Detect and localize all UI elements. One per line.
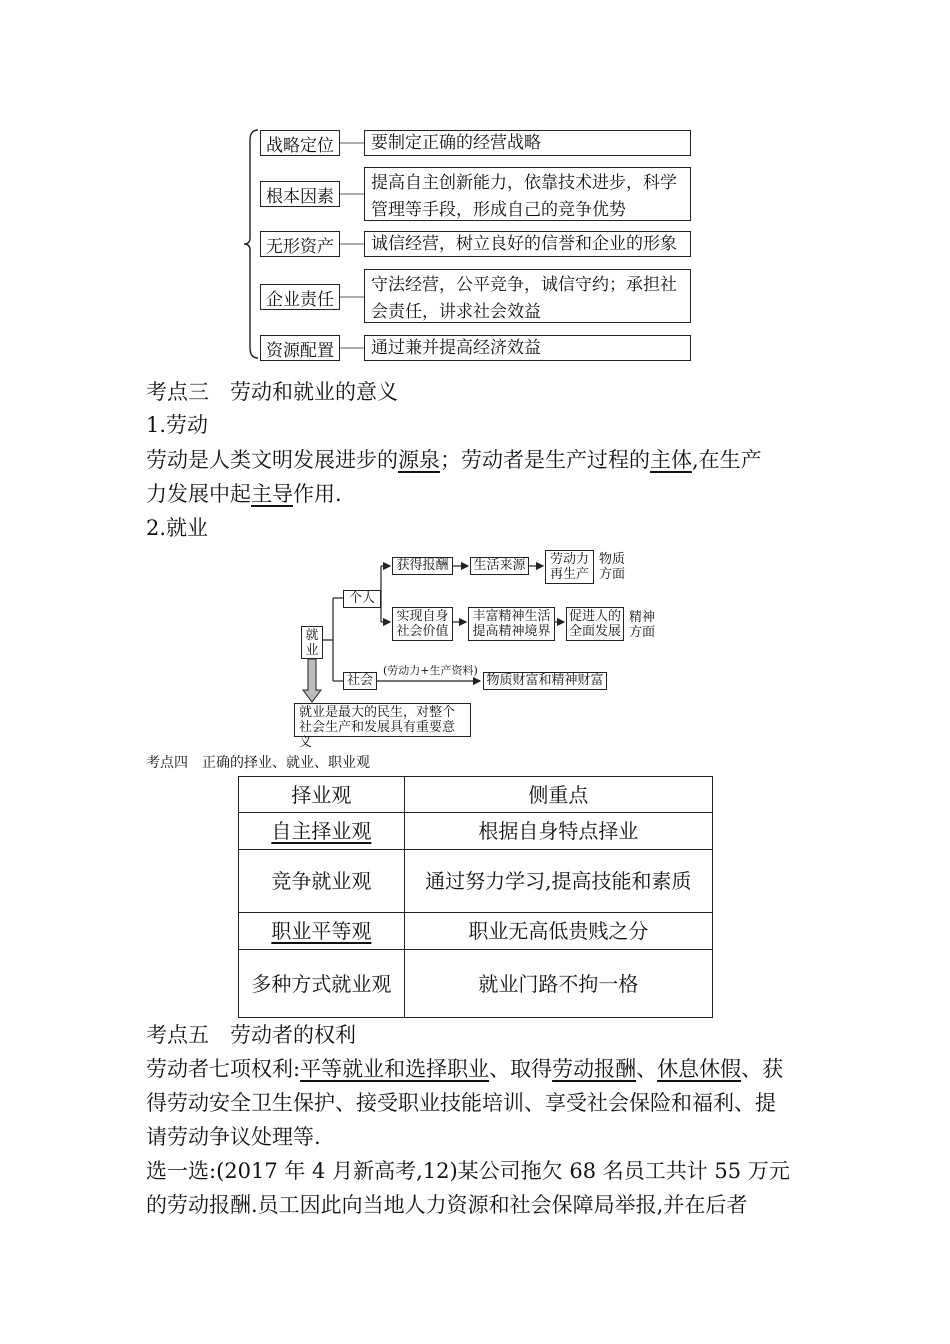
node-self-value: 实现自身社会价值 (392, 607, 453, 641)
underlined-term: 自主择业观 (271, 819, 372, 843)
subheading-labor: 1.劳动 (146, 413, 209, 437)
underlined-term: 源泉 (398, 448, 440, 472)
rights-line2: 得劳动安全卫生保护、接受职业技能培训、享受社会保险和福利、提 (146, 1091, 776, 1115)
text: ；劳动者是生产过程的 (440, 448, 650, 472)
table-cell (239, 913, 405, 950)
employment-root: 就业 (301, 626, 323, 659)
node-labor-reproduce: 劳动力再生产 (545, 550, 594, 584)
underlined-term: 劳动报酬 (552, 1057, 637, 1081)
underlined-term: 休息休假 (657, 1057, 742, 1081)
text: ,在生产 (692, 448, 762, 472)
table-cell: 就业门路不拘一格 (404, 950, 712, 1018)
subheading-employment: 2.就业 (146, 516, 209, 540)
strategy-label: 企业责任 (260, 284, 340, 310)
table-cell: 竞争就业观 (239, 850, 405, 913)
underlined-term: 职业平等观 (271, 919, 372, 943)
node-rich-spirit: 丰富精神生活提高精神境界 (468, 607, 555, 641)
branch-society: 社会 (343, 672, 377, 690)
text: 、获 (741, 1057, 784, 1081)
strategy-desc: 守法经营，公平竞争，诚信守约；承担社会责任，讲求社会效益 (364, 269, 691, 323)
header-cell: 择业观 (239, 777, 405, 813)
section5-title: 考点五 劳动者的权利 (146, 1023, 356, 1047)
rights-line1 (146, 1053, 783, 1083)
strategy-desc: 要制定正确的经营战略 (364, 130, 691, 156)
career-view-table (238, 776, 713, 1018)
node-get-pay: 获得报酬 (392, 557, 453, 575)
text: 作用. (293, 482, 342, 506)
strategy-label: 资源配置 (260, 335, 340, 361)
text: 、 (489, 1057, 511, 1081)
strategy-desc: 诚信经营，树立良好的信誉和企业的形象 (364, 231, 691, 257)
strategy-label: 根本因素 (260, 181, 340, 207)
strategy-desc: 通过兼并提高经济效益 (364, 335, 691, 361)
table-cell: 根据自身特点择业 (404, 813, 712, 850)
underlined-term: 主导 (251, 482, 293, 506)
table-cell: 多种方式就业观 (239, 950, 405, 1018)
node-wealth: 物质财富和精神财富 (483, 672, 607, 690)
text: 力发展中起 (146, 482, 251, 506)
strategy-label: 战略定位 (260, 130, 340, 156)
table-cell (239, 813, 405, 850)
branch-individual: 个人 (343, 590, 381, 608)
underlined-term: 主体 (650, 448, 692, 472)
question-line2: 的劳动报酬.员工因此向当地人力资源和社会保障局举报,并在后者 (146, 1193, 748, 1217)
node-all-round: 促进人的全面发展 (566, 607, 624, 641)
text: 劳动是人类文明发展进步的 (146, 448, 398, 472)
underlined-term: 平等就业和选择职业 (300, 1057, 490, 1081)
text: 、 (636, 1057, 658, 1081)
section4-title: 考点四 正确的择业、就业、职业观 (146, 755, 370, 771)
label-spirit-aspect: 精神方面 (629, 610, 656, 640)
section3-title: 考点三 劳动和就业的意义 (146, 380, 398, 404)
label-material-aspect: 物质方面 (599, 552, 626, 582)
rights-line3: 请劳动争议处理等. (146, 1125, 321, 1149)
label-factors: (劳动力+生产资料) (383, 664, 478, 677)
question-line1: 选一选:(2017 年 4 月新高考,12)某公司拖欠 68 名员工共计 55 万元 (146, 1159, 790, 1183)
node-life-source: 生活来源 (470, 557, 529, 575)
strategy-label: 无形资产 (260, 231, 340, 257)
employment-conclusion: 就业是最大的民生，对整个社会生产和发展具有重要意义 (294, 703, 471, 737)
table-cell: 职业无高低贵贱之分 (404, 913, 712, 950)
table-cell: 通过努力学习,提高技能和素质 (404, 850, 712, 913)
header-cell: 侧重点 (404, 777, 712, 813)
text: 劳动者七项权利: (146, 1057, 301, 1081)
strategy-desc: 提高自主创新能力，依靠技术进步，科学管理等手段，形成自己的竞争优势 (364, 167, 691, 221)
text: 取得 (510, 1057, 553, 1081)
